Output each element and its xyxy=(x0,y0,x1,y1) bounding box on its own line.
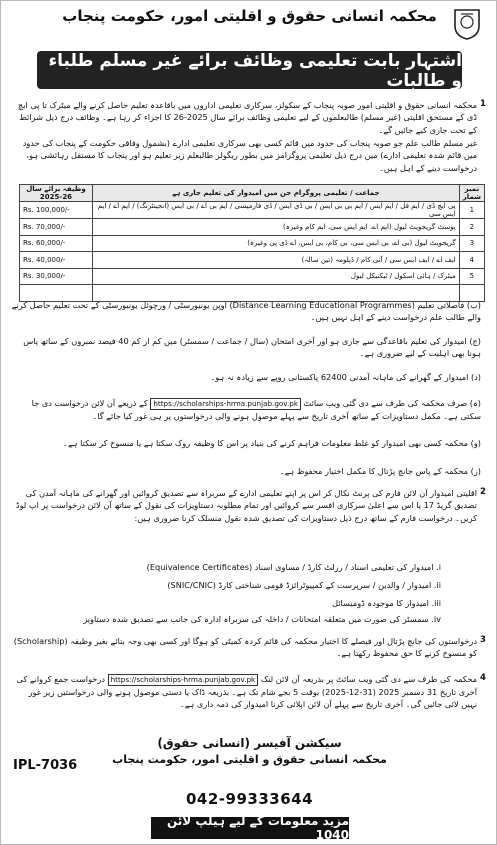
condition-d: (د) امیدوار کے گھرانے کی ماہانہ آمدنی 62400 پاکستانی روپے سے زیادہ نہ ہو۔ xyxy=(210,372,481,382)
table-cell-amount: Rs. 40,000/- xyxy=(20,252,93,269)
condition-f: (و) محکمہ کسی بھی امیدوار کو غلط معلومات فراہم کرنے کی بنیاد پر اس کا وظیفہ روک سکتا ہے یا منسوخ کر سکتا ہے۔ xyxy=(63,438,481,448)
table-cell-sno: 5 xyxy=(459,268,484,285)
scholarship-table xyxy=(19,184,485,302)
condition-c: (ج) امیدوار کی تعلیم باقاعدگی سے جاری ہو اور آخری امتحان (سال / جماعت / سمسٹر) میں کم از کم 40 فیصد نمبروں کے ساتھ پاس ہونا بھی اہلیت کے لیے ضروری ہے۔ xyxy=(23,336,481,359)
issuing-department-header: محکمہ انسانی حقوق و اقلیتی امور، حکومت پنجاب xyxy=(62,7,437,25)
section-number: 4 xyxy=(480,673,486,683)
scholarship-portal-link[interactable]: https://scholarships-hrma.punjab.gov.pk xyxy=(108,674,259,686)
section4-text-2: درخواست جمع کروانے کی آخری تاریخ 31 دسمبر 2025 (31-12-2025) بوقت 5 بجے شام تک ہے۔ بذریعہ ڈاک یا دستی موصول ہونے والی درخواستیں زیر غور نہیں لائی جائیں گی۔ آخری تاریخ سے پہلے آن لائن اپلائی کرنا امیدوار کی ذمہ داری ہے۔ xyxy=(16,674,477,710)
table-row xyxy=(20,268,485,285)
table-row xyxy=(20,252,485,269)
table-cell-amount: Rs. 100,000/- xyxy=(20,202,93,219)
advertisement-reference-number: IPL-7036 xyxy=(13,758,78,773)
table-header-row xyxy=(20,185,485,202)
table-cell-sno: 1 xyxy=(459,202,484,219)
document-list-item: ii. امیدوار / والدین / سرپرست کے کمپیوٹرائزڈ قومی شناختی کارڈ (SNIC/CNIC) xyxy=(167,580,441,590)
table-cell-sno: 4 xyxy=(459,252,484,269)
table-cell-program: پی ایچ ڈی / ایم فل / ایم ایس / ایم بی بی ایس / بی ڈی ایس / ڈی فارمیسی / ایم بی اے / بی ایس (انجینئرنگ) / ایم اے / ایم ایس سی xyxy=(93,202,460,219)
signatory-designation: سیکشن آفیسر (انسانی حقوق) xyxy=(157,736,342,750)
section2-text: اقلیتی امیدوار آن لائن فارم کی پرنٹ نکال کر اس پر اپنے تعلیمی ادارے کے سربراہ سے تصدیق کروائیں اور گھرانے کی ماہانہ آمدن کی تصدیق گریڈ 17 یا اس سے اعلیٰ سرکاری افسر سے کروائیں اور تمام مطلوبہ دستاویزات کی نقول کے ساتھ آن لائن درخواست پر اپ لوڈ کریں۔ درخواست فارم کے ساتھ درج ذیل دستاویزات کی تصدیق شدہ نقول منسلک کرنا ضروری ہیں: xyxy=(15,488,477,523)
table-row xyxy=(20,219,485,236)
table-row xyxy=(20,235,485,252)
condition-e-text-1: (ہ) صرف محکمہ کی طرف سے دی گئی ویب سائٹ xyxy=(303,398,481,408)
condition-e xyxy=(11,397,481,422)
column-header-amount: وظیفہ برائے سال 26-2025 xyxy=(20,185,93,202)
scholarship-portal-link[interactable]: https://scholarships-hrma.punjab.gov.pk xyxy=(150,398,301,410)
column-header-program: جماعت / تعلیمی پروگرام جن میں امیدوار کی تعلیم جاری ہے xyxy=(93,185,460,202)
section4-text-1: محکمہ کی طرف سے دی گئی ویب سائٹ پر بذریعہ آن لائن لنک xyxy=(260,674,477,684)
table-cell-amount: Rs. 60,000/- xyxy=(20,235,93,252)
table-cell-amount: Rs. 30,000/- xyxy=(20,268,93,285)
section1-intro: محکمہ انسانی حقوق و اقلیتی امور صوبہ پنجاب کے سکولز، سرکاری تعلیمی اداروں میں باقاعدہ تعلیم حاصل کرنے والے میٹرک تا پی ایچ ڈی کے مستحق اقلیتی (غیر مسلم) طالبعلموں کے لیے تعلیمی وظائف برائے سال 2025-26 کا اجراء کر رہا ہے۔ وظائف درج ذیل شرائط کے تحت جاری کیے جائیں گے۔ xyxy=(17,100,477,135)
section4-text xyxy=(11,673,477,711)
helpline-text: مزید معلومات کے لیے ہیلپ لائن 1040 xyxy=(166,814,349,842)
section-number: 3 xyxy=(480,635,486,645)
table-cell-program: گریجویٹ لیول (بی اے، بی ایس سی، بی کام، بی ایس، اے ڈی پی وغیرہ) xyxy=(93,235,460,252)
table-cell-program: میٹرک / ہائی اسکول / ٹیکنیکل لیول xyxy=(93,268,460,285)
document-list-item: iii. امیدوار کا موجودہ ڈومیسائل xyxy=(332,598,441,608)
section-number: 1 xyxy=(480,99,486,109)
table-cell-sno: 3 xyxy=(459,235,484,252)
section-number: 2 xyxy=(480,487,486,497)
advertisement-title-banner xyxy=(37,51,462,89)
table-cell-program: ایف اے / ایف ایس سی / آئی کام / ڈپلومہ (تین سالہ) xyxy=(93,252,460,269)
section1-eligibility-note: غیر مسلم طالب علم جو صوبہ پنجاب کی حدود میں قائم کسی بھی سرکاری تعلیمی ادارے (بشمول وفاقی حکومت کے پنجاب کی حدود میں قائم شدہ تعلیمی ادارے) میں درج ذیل تعلیمی پروگرامز میں بطور ریگولر طالبعلم زیر تعلیم ہو اور پنجاب کا مستقل رہائشی ہو، درخواست دینے کے اہل ہیں۔ xyxy=(22,138,477,173)
table-row xyxy=(20,202,485,219)
table-cell-program: پوسٹ گریجویٹ لیول (ایم اے، ایم ایس سی، ایم کام وغیرہ) xyxy=(93,219,460,236)
signatory-department: محکمہ انسانی حقوق و اقلیتی امور، حکومت پنجاب xyxy=(112,753,387,766)
column-header-sno: نمبر شمار xyxy=(459,185,484,202)
condition-b: (ب) فاصلاتی تعلیم (Distance Learning Educational Programmes) اوپن یونیورسٹی / ورچوئل یونیورسٹی کے تحت تعلیم حاصل کرنے والے طالب علم درخواست دینے کے اہل نہیں ہیں۔ xyxy=(11,300,481,323)
helpline-box xyxy=(151,814,349,842)
table-cell-amount: Rs. 70,000/- xyxy=(20,219,93,236)
table-cell-sno: 2 xyxy=(459,219,484,236)
section3-text: درخواستوں کی جانچ پڑتال اور فیصلے کا اختیار محکمہ کی قائم کردہ کمیٹی کو ہوگا اور کسی بھی وجہ بتائے بغیر وظیفہ (Scholarship) کو منسوخ کرنے کا حق محفوظ رکھتا ہے۔ xyxy=(13,636,477,659)
punjab-government-emblem-icon xyxy=(452,4,482,40)
advertisement-title: اشتہار بابت تعلیمی وظائف برائے غیر مسلم طلباء و طالبات xyxy=(48,50,462,91)
condition-e-text-2: کے ذریعے آن لائن درخواست دی جا سکتی ہے۔ مکمل دستاویزات کے ساتھ آخری تاریخ سے پہلے موصول ہونے والی درخواستوں پر ہی غور کیا جائے گا۔ xyxy=(31,398,481,421)
document-list-item: iv. سمسٹر کی صورت میں متعلقہ امتحانات / داخلہ کی سربراہ ادارہ کی جانب سے تصدیق شدہ دستاویز xyxy=(83,614,441,624)
document-list-item: i. امیدوار کی تعلیمی اسناد / رزلٹ کارڈ / مساوی اسناد (Equivalence Certificates) xyxy=(146,562,441,572)
condition-g: (ز) محکمہ کے پاس جانچ پڑتال کا مکمل اختیار محفوظ ہے۔ xyxy=(279,466,481,476)
contact-phone-number: 042-99333644 xyxy=(185,790,314,808)
